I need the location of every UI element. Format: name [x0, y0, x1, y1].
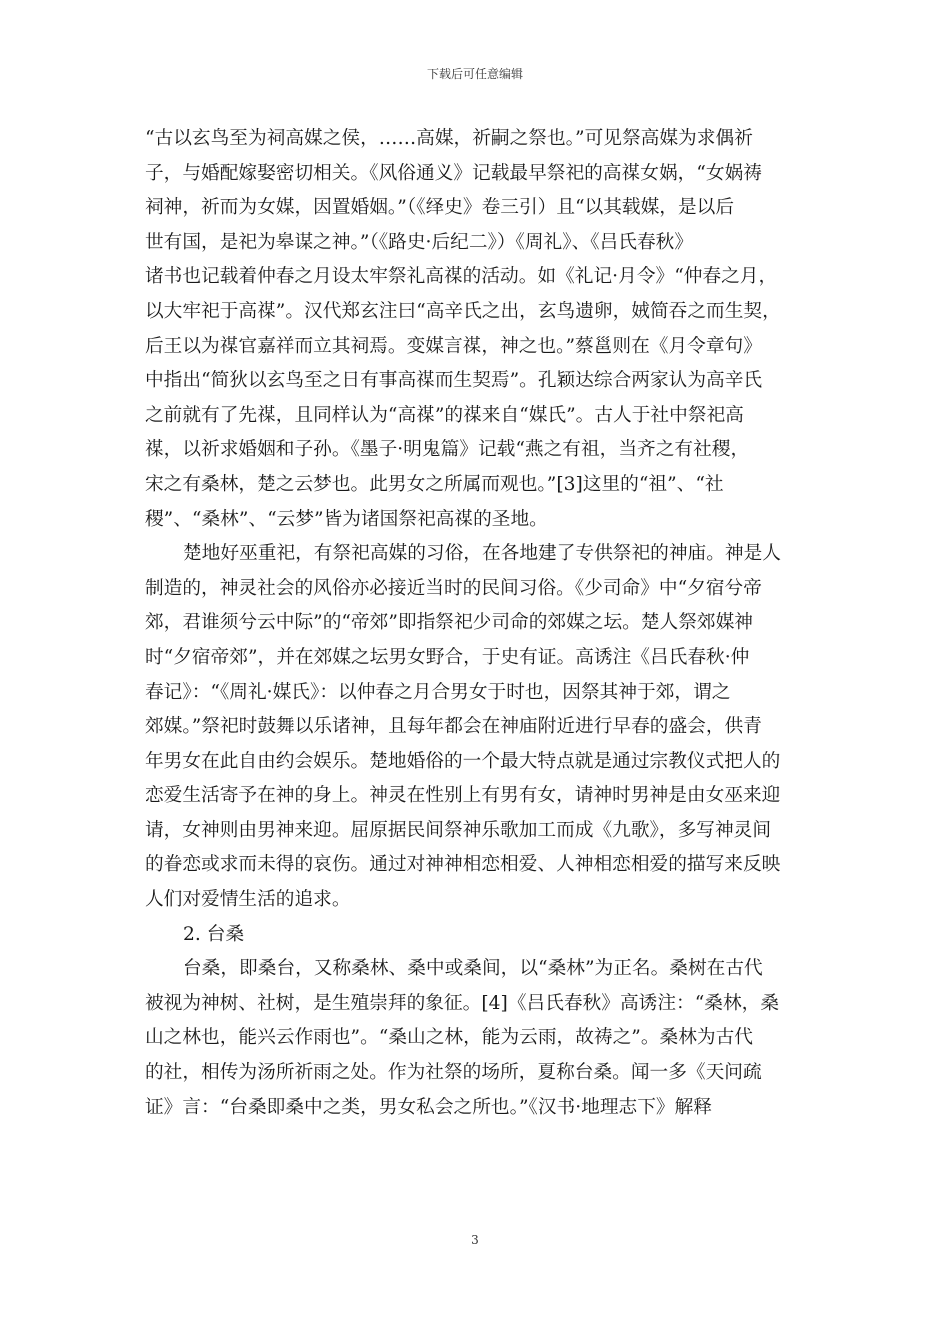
text-line: 时“夕宿帝郊”，并在郊媒之坛男女野合，于史有证。高诱注《吕氏春秋·仲 — [145, 646, 750, 668]
text-line: 禖，以祈求婚姻和子孙。《墨子·明鬼篇》记载“燕之有祖，当齐之有社稷， — [145, 439, 750, 461]
text-line: 稷”、“桑林”、“云梦”皆为诸国祭祀高禖的圣地。 — [145, 508, 548, 530]
text-line: 被视为神树、社树，是生殖崇拜的象征。[4]《吕氏春秋》高诱注：“桑林，桑 — [145, 992, 780, 1014]
text-line: 恋爱生活寄予在神的身上。神灵在性别上有男有女，请神时男神是由女巫来迎 — [145, 785, 781, 807]
text-line: 山之林也，能兴云作雨也”。“桑山之林，能为云雨，故祷之”。桑林为古代 — [145, 1027, 753, 1049]
text-line: 子，与婚配嫁娶密切相关。《风俗通义》记载最早祭祀的高禖女娲，“女娲祷 — [145, 162, 762, 184]
body-text — [145, 122, 809, 1125]
text-line: 中指出“简狄以玄鸟至之日有事高禖而生契焉”。孔颖达综合两家认为高辛氏 — [145, 370, 763, 392]
text-line: 请，女神则由男神来迎。屈原据民间祭神乐歌加工而成《九歌》，多写神灵间 — [145, 819, 772, 841]
text-line: 的社，相传为汤所祈雨之处。作为社祭的场所，夏称台桑。闻一多《天问疏 — [145, 1062, 762, 1084]
text-line: 后王以为禖官嘉祥而立其祠焉。变媒言禖，神之也。”蔡邕则在《月令章句》 — [145, 335, 762, 357]
text-line: 以大牢祀于高禖”。汉代郑玄注曰“高辛氏之出，玄鸟遗卵，娀简吞之而生契， — [145, 300, 781, 322]
page-header: 下载后可任意编辑 — [426, 67, 523, 81]
text-line: 世有国，是祀为皋谋之神。”（《路史·后纪二》）《周礼》、《吕氏春秋》 — [145, 231, 694, 253]
text-line: 春记》：“《周礼·媒氏》：以仲春之月合男女于时也，因祭其神于郊，谓之 — [145, 681, 731, 703]
text-line: 郊媒。”祭祀时鼓舞以乐诸神，且每年都会在神庙附近进行早春的盛会，供青 — [145, 716, 762, 738]
text-line: 宋之有桑林，楚之云梦也。此男女之所属而观也。”[3]这里的“祖”、“社 — [145, 473, 724, 495]
paragraph-first-line: 楚地好巫重祀，有祭祀高媒的习俗，在各地建了专供祭祀的神庙。神是人 — [183, 543, 781, 565]
text-line: 郊，君谁须兮云中际”的“帝郊”即指祭祀少司命的郊媒之坛。楚人祭郊媒神 — [145, 612, 753, 634]
text-line: 的眷恋或求而未得的哀伤。通过对神神相恋相爱、人神相恋相爱的描写来反映 — [145, 854, 781, 876]
text-line: 年男女在此自由约会娱乐。楚地婚俗的一个最大特点就是通过宗教仪式把人的 — [145, 750, 781, 772]
text-line: 证》言：“台桑即桑中之类，男女私会之所也。”《汉书·地理志下》解释 — [145, 1096, 712, 1118]
text-line: 制造的，神灵社会的风俗亦必接近当时的民间习俗。《少司命》中“夕宿兮帝 — [145, 577, 762, 599]
text-line: 祠神，祈而为女媒，因置婚姻。”（《绎史》卷三引）且“以其载媒，是以后 — [145, 197, 735, 219]
paragraph-first-line: 台桑，即桑台，又称桑林、桑中或桑间，以“桑林”为正名。桑树在古代 — [183, 958, 763, 980]
page-number: 3 — [471, 1233, 479, 1247]
text-line: 人们对爱情生活的追求。 — [145, 889, 351, 911]
text-line: 之前就有了先禖，且同样认为“高禖”的禖来自“媒氏”。古人于社中祭祀高 — [145, 404, 744, 426]
text-line: “古以玄鸟至为祠高媒之侯，……高媒，祈嗣之祭也。”可见祭高媒为求偶祈 — [145, 128, 753, 149]
section-heading: 2. 台桑 — [183, 923, 245, 945]
text-line: 诸书也记载着仲春之月设太牢祭礼高禖的活动。如《礼记·月令》“仲春之月， — [145, 266, 778, 288]
